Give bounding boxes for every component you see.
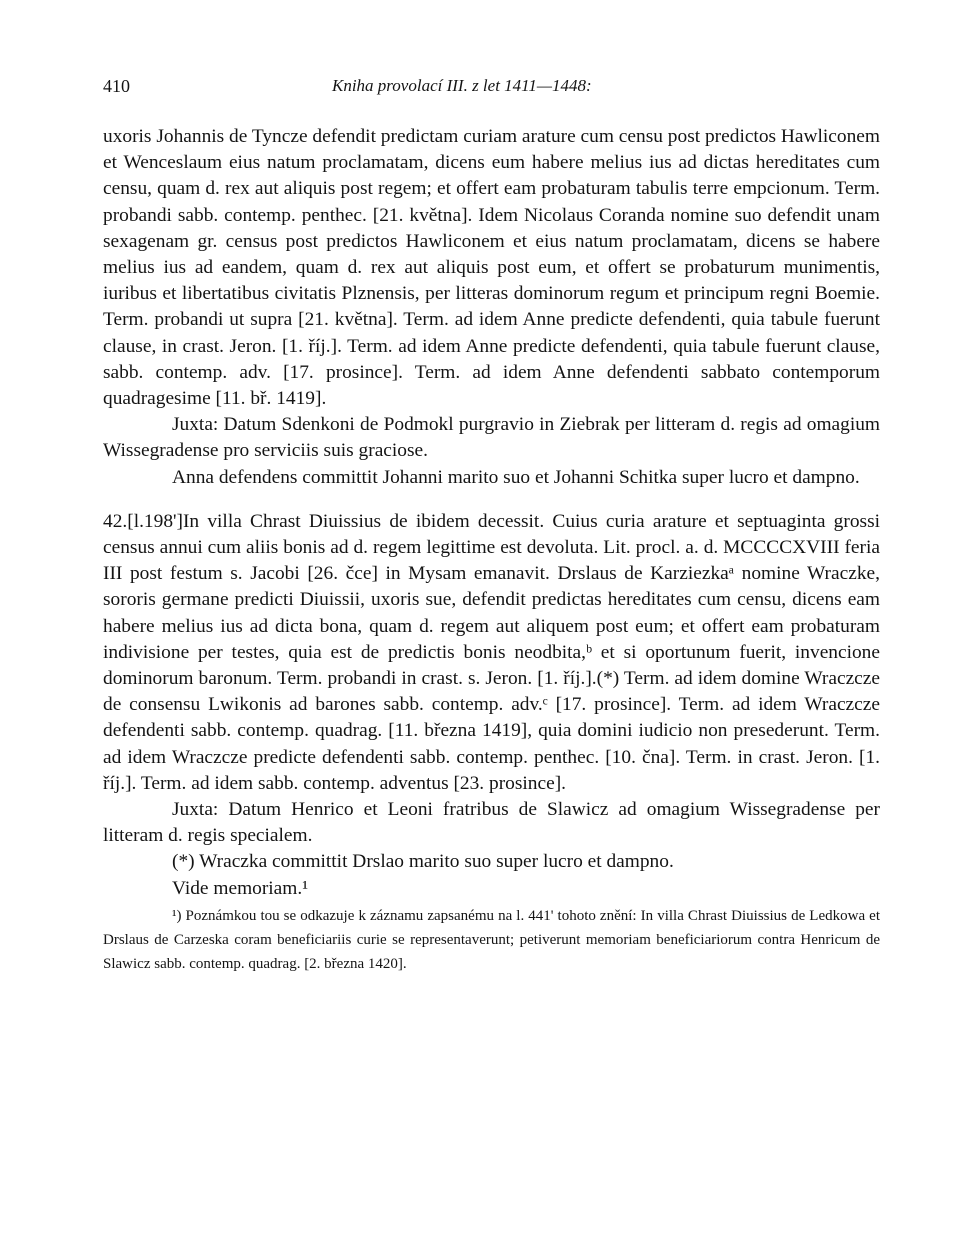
entry-42: 42.[l.198']In villa Chrast Diuissius de ibidem decessit. Cuius curia arature et septuaginta grossi census annui cum aliis bonis ad d. regem legittime est devoluta. Lit. procl. a. d. MCCCCXVIII feria III post festum s. Jacobi [26. čce] in Mysam emanavit. Drslaus de Karziezkaᵃ nomine Wraczke, sororis germane predicti Diuissii, uxoris sue, defendit predictas hereditates cum censu, dicens eam habere melius ius ad dicta bona, quam d. regem aut aliquem post eum; et offert eam probaturam indivisione per testes, quia est de predictis bonis neodbita,ᵇ et si oportunum fuerit, invencione dominorum baronum. Term. probandi in crast. s. Jeron. [1. říj.].(*) Term. ad idem domine Wraczcze de consensu Lwikonis ad barones sabb. contemp. adv.ᶜ [17. prosince]. Term. ad idem Wraczcze defendenti sabb. contemp. quadrag. [11. března 1419], quia domini iudicio non presederunt. Term. ad idem Wraczcze predicte defendenti sabb. contemp. penthec. [10. čna]. Term. in crast. Jeron. [1. říj.]. Term. ad idem sabb. contemp. adventus [23. prosince].	[103, 510, 880, 794]
page-number: 410	[103, 76, 130, 96]
running-title: Kniha provolací III. z let 1411—1448:	[332, 76, 592, 95]
page-body	[103, 124, 880, 902]
footnote	[103, 904, 880, 976]
paragraph-juxta: Juxta: Datum Henrico et Leoni fratribus de Slawicz ad omagium Wissegradense per litteram d. regis specialem.	[103, 799, 880, 847]
paragraph: Anna defendens committit Johanni marito suo et Johanni Schitka super lucro et dampno.	[172, 466, 860, 488]
paragraph-note: (*) Wraczka committit Drslao marito suo super lucro et dampno.	[172, 851, 674, 873]
paragraph-memoriam: Vide memoriam.¹	[172, 877, 309, 899]
footnote-text: ¹) Poznámkou tou se odkazuje k záznamu zapsanému na l. 441' tohoto znění: In villa Chrast Diuissius de Ledkowa et Drslaus de Carzeska coram beneficiariis curie se representaverunt; petiverunt memoriam beneficiariorum contra Henricum de Slawicz sabb. contemp. quadrag. [2. března 1420].	[103, 907, 880, 972]
book-page	[103, 72, 880, 976]
paragraph-juxta: Juxta: Datum Sdenkoni de Podmokl purgravio in Ziebrak per litteram d. regis ad omagium Wissegradense pro serviciis suis graciose.	[103, 414, 880, 462]
paragraph: uxoris Johannis de Tyncze defendit predictam curiam arature cum censu post predictos Hawliconem et Wenceslaum eius natum proclamatam, dicens eum habere melius ius ad dictas hereditates cum censu, quam d. rex aut aliquis post regem; et offert eam probaturam tabulis terre empcionum. Term. probandi sabb. contemp. penthec. [21. května]. Idem Nicolaus Coranda nomine suo defendit unam sexagenam gr. census post predictos Hawliconem et eius natum proclamatam, dicens se habere melius ius ad eandem, quam d. rex aut aliquis post eum, et offert se probaturum munimentis, iuribus et libertatibus civitatis Plznensis, per litteras dominorum regum et principum regni Boemie. Term. probandi ut supra [21. května]. Term. ad idem Anne predicte defendenti, quia tabule fuerunt clause, in crast. Jeron. [1. říj.]. Term. ad idem Anne predicte defendenti, quia tabule fuerunt clause, sabb. contemp. adv. [17. prosince]. Term. ad idem Anne defendenti sabbato contemporum quadragesime [11. bř. 1419].	[103, 126, 880, 410]
page-header	[103, 72, 880, 102]
